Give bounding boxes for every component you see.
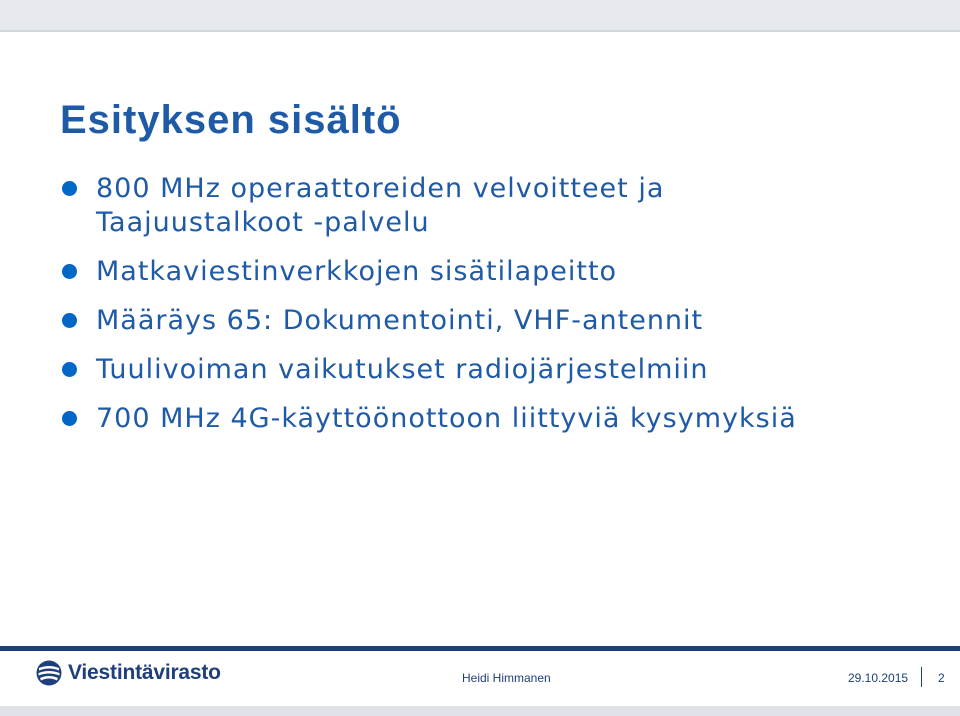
footer-separator [921, 667, 922, 687]
footer-date: 29.10.2015 [848, 671, 909, 685]
page-number: 2 [938, 671, 945, 685]
logo-wordmark: Viestintävirasto [68, 661, 221, 684]
bullet-item [60, 402, 797, 436]
bullet-dot-icon [62, 313, 77, 328]
bottom-decorative-bar [0, 706, 960, 716]
bullet-dot-icon [62, 362, 77, 377]
bullet-item [60, 172, 797, 240]
bullet-dot-icon [62, 264, 77, 279]
viestintavirasto-logo-icon [36, 660, 62, 686]
bullet-dot-icon [62, 411, 77, 426]
footer-logo [36, 660, 221, 686]
bullet-text-line: 800 MHz operaattoreiden velvoitteet ja [96, 173, 665, 204]
bullet-list [60, 172, 797, 451]
slide-title: Esityksen sisältö [60, 98, 402, 142]
bullet-text-line: 700 MHz 4G-käyttöönottoon liittyviä kysymyksiä [96, 403, 797, 434]
bullet-text-line: Tuulivoiman vaikutukset radiojärjestelmiin [96, 354, 709, 385]
bullet-text-line: Taajuustalkoot -palvelu [96, 207, 430, 238]
top-decorative-bar [0, 0, 960, 32]
bullet-item [60, 353, 797, 387]
footer-author: Heidi Himmanen [462, 671, 551, 685]
bullet-item [60, 304, 797, 338]
bullet-text-line: Määräys 65: Dokumentointi, VHF-antennit [96, 305, 704, 336]
bullet-item [60, 255, 797, 289]
footer-divider [0, 646, 960, 651]
bullet-text-line: Matkaviestinverkkojen sisätilapeitto [96, 256, 618, 287]
bullet-dot-icon [62, 181, 77, 196]
